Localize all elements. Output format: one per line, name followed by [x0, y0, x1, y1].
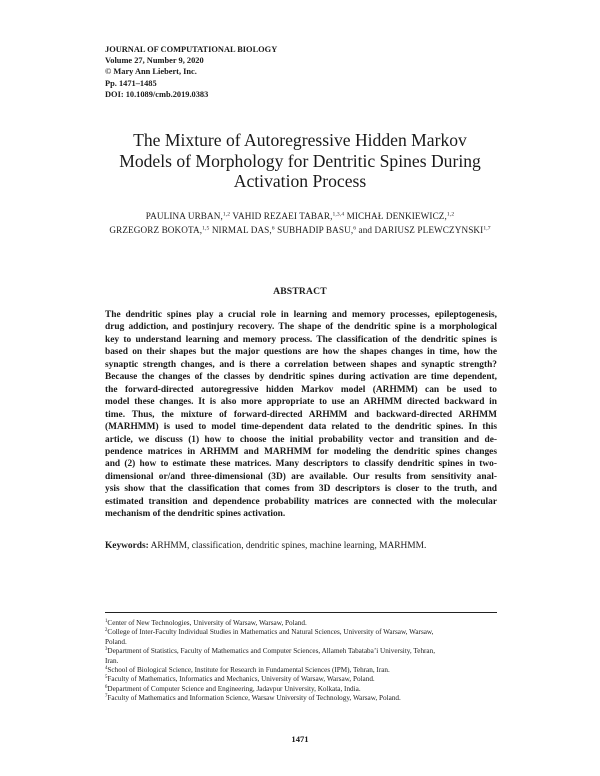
author: PAULINA URBAN,$^{1,2}$ — [145, 211, 231, 221]
keywords-text: ARHMM, classification, dendritic spines, machine learning, MARHMM. — [150, 541, 427, 551]
footnote: $^3$Department of Statistics, Faculty of Mathematics and Computer Sciences, Allameh Tabataba’i University, Tehran, — [105, 647, 436, 656]
abstract-line: based on their shapes but the major questions are how the shapes changes in time, how the — [105, 347, 497, 358]
footnote-divider — [105, 612, 497, 613]
abstract-line: Because the changes of the classes by dendritic spines during activation are time dependent, — [105, 372, 497, 383]
author: GRZEGORZ BOKOTA,$^{1,5}$ — [109, 224, 210, 235]
abstract-line: time. Thus, the mixture of forward-directed ARHMM and backward-directed ARHMM — [105, 409, 497, 420]
journal-doi[interactable]: DOI: 10.1089/cmb.2019.0383 — [105, 89, 209, 99]
footnote: $^4$School of Biological Science, Institute for Research in Fundamental Sciences (IPM), Tehran, Iran. — [105, 666, 390, 675]
abstract-line: drug addiction, and postinjury recovery. The shape of the dendritic spine is a morphological — [105, 322, 497, 333]
journal-copyright: © Mary Ann Liebert, Inc. — [105, 67, 197, 77]
abstract-line: and (2) how to estimate these matrices. Many descriptors to classify dendritic spines in two- — [105, 459, 497, 470]
paper-title — [60, 130, 540, 192]
page-number: 1471 — [291, 734, 309, 744]
footnote: $^5$Faculty of Mathematics, Informatics and Mechanics, University of Warsaw, Warsaw, Poland. — [105, 675, 375, 684]
footnote: $^7$Faculty of Mathematics and Information Science, Warsaw University of Technology, Warsaw, Poland. — [105, 694, 401, 703]
affiliation-footnotes — [105, 619, 505, 704]
abstract-line: mechanism of the dendritic spines activation. — [105, 509, 286, 520]
author-list — [60, 210, 540, 237]
author: NIRMAL DAS,$^6$ — [211, 224, 275, 235]
author: and DARIUSZ PLEWCZYNSKI$^{1,7}$ — [358, 224, 491, 235]
abstract-line: article, we discuss (1) how to choose the initial probability vector and transition and de- — [105, 434, 497, 445]
abstract-line: the forward-directed autoregressive hidden Markov model (ARHMM) can be used to — [105, 384, 497, 395]
journal-pages: Pp. 1471–1485 — [105, 78, 157, 88]
footnote: $^2$College of Inter-Faculty Individual Studies in Mathematics and Natural Sciences, University of Warsaw, Warsaw, — [105, 628, 434, 637]
abstract-line: ysis show that the classification that comes from 3D descriptors is closer to the truth, and — [105, 484, 497, 495]
footnote: $^1$Center of New Technologies, University of Warsaw, Warsaw, Poland. — [105, 619, 307, 627]
footnote: Iran. — [105, 656, 119, 665]
abstract-line: The dendritic spines play a crucial role in learning and memory processes, epileptogenesis, — [105, 310, 497, 320]
author: SUBHADIP BASU,$^6$ — [277, 224, 357, 235]
abstract-line: key to understand learning and memory process. The classification of the dendritic spines is — [105, 334, 497, 345]
title-line: Activation Process — [233, 171, 367, 192]
journal-header — [105, 44, 277, 100]
abstract-line: pendence matrices in ARHMM and MARHMM for modeling the dendritic spines changes — [105, 446, 497, 457]
abstract-line: model these changes. It is also more appropriate to use an ARHMM directed backward in — [105, 397, 497, 408]
abstract-heading: ABSTRACT — [273, 286, 327, 297]
keywords — [105, 541, 426, 551]
abstract-line: dimensional or/and three-dimensional (3D) are available. Our results from sensitivity anal- — [105, 471, 497, 482]
author: MICHAŁ DENKIEWICZ,$^{1,2}$ — [346, 211, 455, 221]
journal-name: JOURNAL OF COMPUTATIONAL BIOLOGY — [105, 45, 278, 54]
abstract-line: (MARHMM) is used to model time-dependent data related to the dendritic spines. In this — [105, 422, 497, 433]
abstract-line: estimated transition and dependence probability matrices are connected with the molecular — [105, 496, 497, 507]
journal-volume: Volume 27, Number 9, 2020 — [105, 56, 204, 66]
title-line: Models of Morphology for Dentritic Spines During — [119, 150, 481, 171]
abstract-line: synaptic strength changes, and is there a correlation between shapes and synaptic strength? — [105, 359, 497, 370]
title-line: The Mixture of Autoregressive Hidden Markov — [133, 130, 467, 150]
footnote: Poland. — [105, 637, 127, 646]
author: VAHID REZAEI TABAR,$^{1,3,4}$ — [232, 211, 345, 221]
keywords-label: Keywords: — [105, 541, 149, 551]
abstract-body — [105, 309, 497, 521]
footnote: $^6$Department of Computer Science and Engineering, Jadavpur University, Kolkata, India. — [105, 684, 361, 693]
